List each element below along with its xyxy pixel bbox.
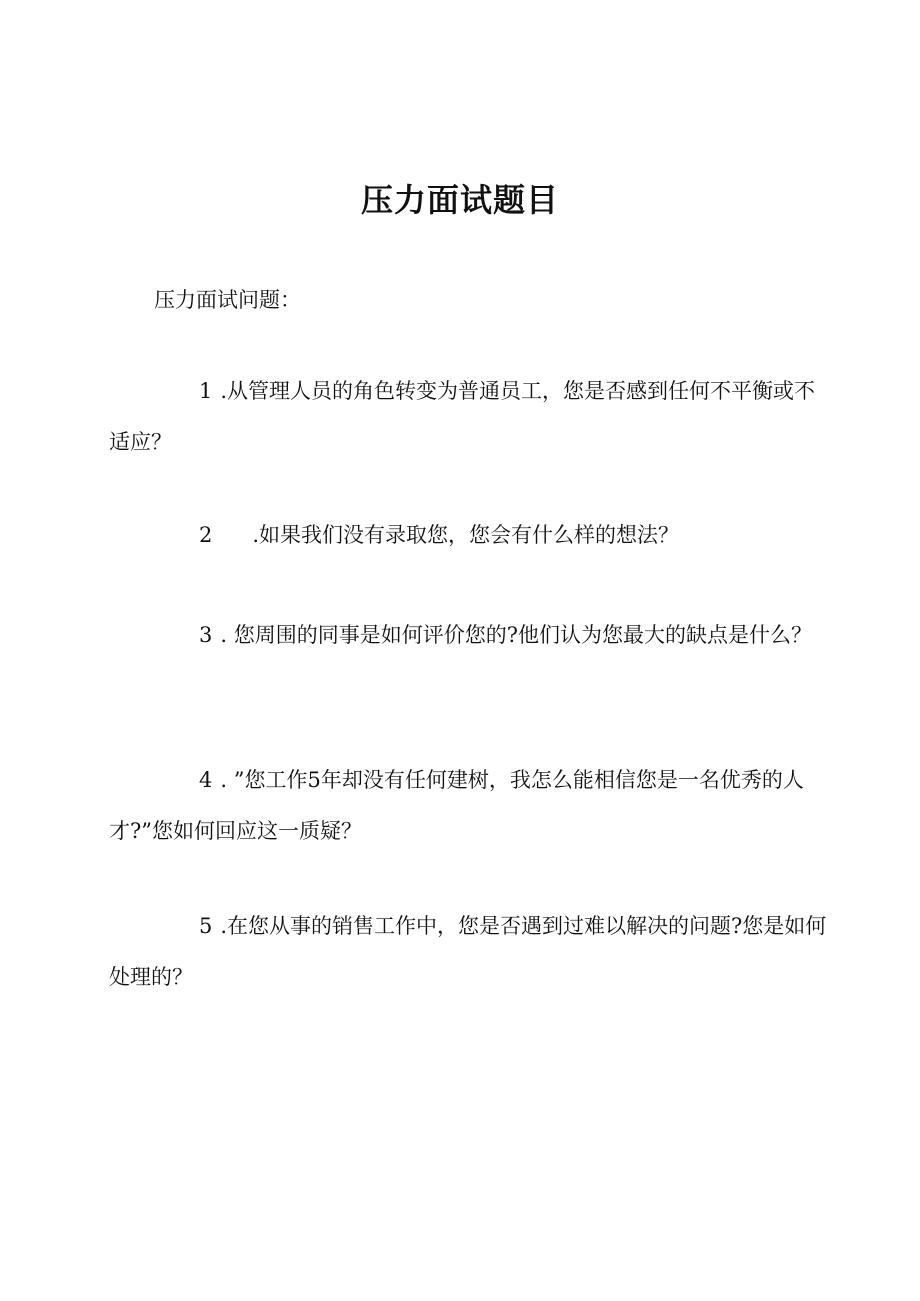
question-1: [109, 366, 829, 468]
question-number: 1: [199, 379, 213, 403]
question-text: . 您周围的同事是如何评价您的?他们认为您最大的缺点是什么？: [220, 623, 812, 647]
question-text: .如果我们没有录取您，您会有什么样的想法？: [252, 523, 680, 547]
question-5: [109, 901, 829, 1003]
question-number: 3: [199, 623, 213, 647]
question-2: [109, 510, 829, 561]
question-number: 4: [199, 768, 213, 792]
question-number: 2: [199, 523, 213, 547]
question-number: 5: [199, 914, 213, 938]
intro-heading: 压力面试问题：: [154, 288, 301, 312]
question-4: [109, 755, 829, 857]
page-title: 压力面试题目: [360, 181, 559, 219]
question-text: .在您从事的销售工作中，您是否遇到过难以解决的问题?您是如何处理的？: [109, 914, 827, 989]
question-text: .从管理人员的角色转变为普通员工，您是否感到任何不平衡或不适应？: [109, 379, 816, 454]
question-3: [109, 610, 829, 661]
question-text: . ”您工作5年却没有任何建树，我怎么能相信您是一名优秀的人才?”您如何回应这一质疑？: [109, 768, 804, 843]
